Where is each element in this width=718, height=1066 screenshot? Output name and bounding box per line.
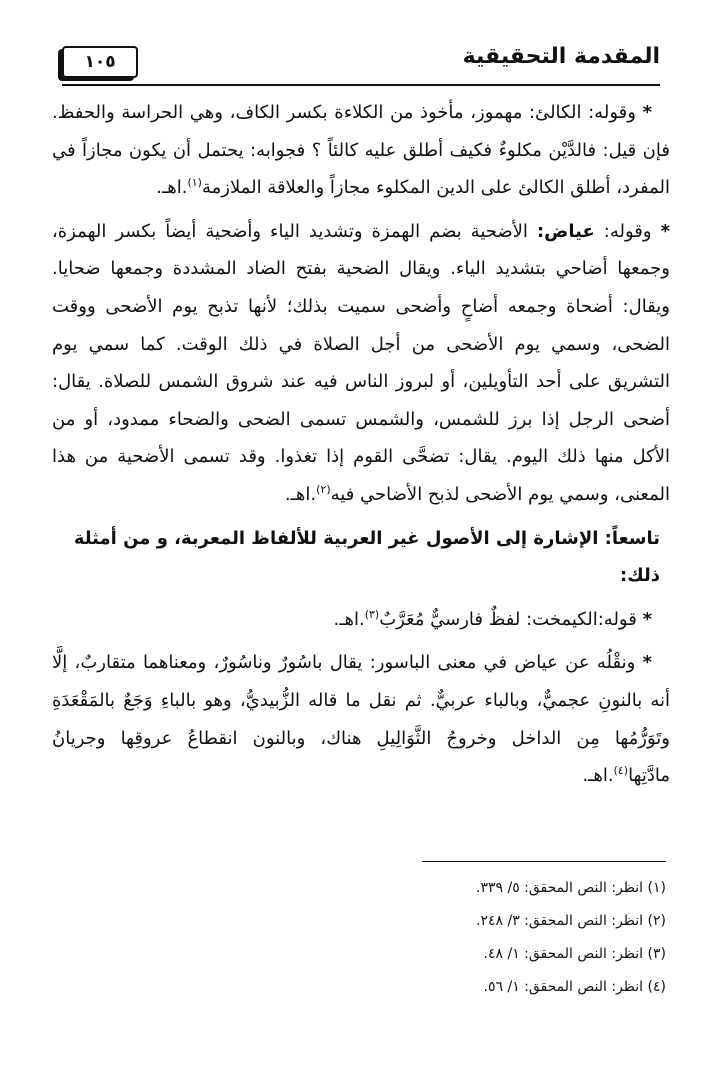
- footnote-rule: [422, 861, 666, 862]
- paragraph-kali: [52, 94, 670, 207]
- paragraph-star: *: [660, 220, 670, 242]
- footnote-item: (٢) انظر: النص المحقق: ٣/ ٢٤٨.: [476, 913, 666, 929]
- footnote-item: (٤) انظر: النص المحقق: ١/ ٥٦.: [483, 979, 666, 995]
- paragraph-basur: [52, 644, 670, 794]
- footnote-ref-2: (٢): [316, 482, 331, 496]
- author-name: عياض:: [536, 220, 595, 242]
- paragraph-star: *: [642, 652, 652, 674]
- footnotes: [266, 872, 666, 1004]
- paragraph-ending: .اهـ.: [156, 177, 188, 199]
- footnote-ref-3: (٣): [364, 607, 380, 621]
- paragraph-ending: .اهـ.: [582, 765, 614, 787]
- paragraph-ending: .اهـ.: [333, 608, 365, 630]
- footnote-item: (٣) انظر: النص المحقق: ١/ ٤٨.: [483, 946, 666, 962]
- section-heading: تاسعاً: الإشارة إلى الأصول غير العربية للألفاظ المعربة، و من أمثلة ذلك:: [73, 527, 660, 587]
- footnote-item: (١) انظر: النص المحقق: ٥/ ٣٣٩.: [476, 880, 666, 896]
- paragraph-text: ونقْلُه عن عياض في معنى الباسور: يقال باسُورٌ وناسُورٌ، ومعناهما متقاربٌ، إلَّا أنه بالنونِ عجميٌّ، وبالباء عربيٌّ. ثم نقل ما قاله الزُّبيديُّ، وهو بالباءِ وَجَعٌ بالمَقْعَدَةِ وتَوَرُّمُها مِن الداخل وخروجُ الثَّوَالِيلِ هناك، وبالنون انقطاعُ عروقِها وجريانُ مادَّتِها: [52, 652, 670, 787]
- paragraph-ending: .اهـ.: [284, 483, 317, 505]
- paragraph-lead: وقوله:: [603, 220, 652, 242]
- paragraph-kimukht: [52, 601, 670, 639]
- page-number-box: [62, 46, 138, 78]
- footnote-ref-4: (٤): [613, 764, 629, 778]
- paragraph-text: قوله:الكيمخت: لفظٌ فارسيٌّ مُعَرَّبٌ: [379, 608, 637, 630]
- page-header: [62, 40, 660, 80]
- header-rule: [62, 84, 660, 86]
- paragraph-star: *: [642, 102, 652, 123]
- body-text: [52, 94, 670, 801]
- paragraph-udhiya: [52, 213, 670, 514]
- paragraph-star: *: [642, 608, 652, 630]
- footnote-ref-1: (١): [187, 176, 202, 190]
- page-number: ١٠٥: [84, 52, 116, 72]
- paragraph-text: الأضحية بضم الهمزة وتشديد الياء وأضحية أيضاً بكسر الهمزة، وجمعها أضاحي بتشديد الياء. ويقال الضحية بفتح الضاد المشددة وجمعها ضحايا. ويقال: أضحاة وجمعه أضاحٍ وأضحى سميت بذلك؛ لأنها تذبح يوم الأضحى ووقت الضحى، وسمي يوم الأضحى من أجل الصلاة في ذلك الوقت. كما سمي يوم التشريق على أحد التأويلين، أو لبروز الناس فيه عند شروق الشمس للصلاة. يقال: أضحى الرجل إذا برز للشمس، والشمس تسمى الضحى والضحاء ممدود، أو من الأكل منها ذلك اليوم. يقال: تضحَّى القوم إذا تغذوا. وقد تسمى الأضحية من هذا المعنى، وسمي يوم الأضحى لذبح الأضاحي فيه: [52, 220, 670, 505]
- paragraph-text: وقوله: الكالئ: مهموز، مأخوذ من الكلاءة بكسر الكاف، وهي الحراسة والحفظ. فإن قيل: فالدَّيْن مكلوءٌ فكيف أطلق عليه كالئاً ؟ فجوابه: يحتمل أن يكون مجازاً في المفرد، أطلق الكالئ على الدين المكلوء مجازاً والعلاقة الملازمة: [52, 102, 670, 199]
- running-title: المقدمة التحقيقية: [462, 44, 660, 69]
